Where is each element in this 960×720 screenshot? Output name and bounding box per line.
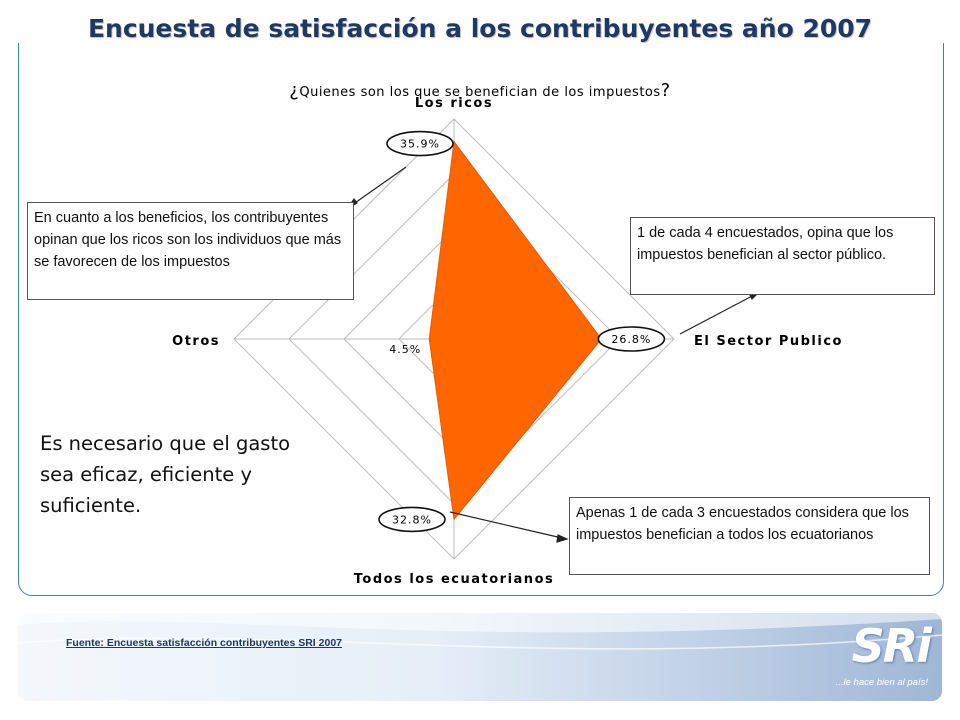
source-note: Fuente: Encuesta satisfacción contribuyentes SRI 2007 xyxy=(66,637,343,649)
logo-tagline: ...le hace bien al país! xyxy=(835,677,928,688)
conclusion-note: Es necesario que el gasto sea eficaz, eficiente y suficiente. xyxy=(40,432,291,517)
callout-sector-publico: 1 de cada 4 encuestados, opina que los impuestos benefician al sector público. xyxy=(630,217,935,295)
data-label-todos: 32.8% xyxy=(392,513,432,527)
callout-ricos: En cuanto a los beneficios, los contribuyentes opinan que los ricos son los individuos que más se favorecen de los impuestos xyxy=(27,202,354,300)
page-title: Encuesta de satisfacción a los contribuyentes año 2007 xyxy=(0,14,960,43)
callout-todos: Apenas 1 de cada 3 encuestados considera que los impuestos benefician a todos los ecuatorianos xyxy=(569,497,930,575)
arrowhead xyxy=(557,535,567,542)
footer-band xyxy=(18,613,942,701)
chart-title: ¿Quienes son los que se benefician de los impuestos? xyxy=(289,80,671,101)
category-label-sector-publico: El Sector Publico xyxy=(694,334,843,349)
series-area xyxy=(429,142,601,520)
category-label-todos: Todos los ecuatorianos xyxy=(353,572,555,587)
data-label-sector-publico: 26.8% xyxy=(611,333,652,346)
sri-logo: SRi xyxy=(851,619,930,673)
category-label-otros: Otros xyxy=(172,334,220,349)
data-label-otros: 4.5% xyxy=(389,343,422,356)
category-label-los-ricos: Los ricos xyxy=(414,96,494,111)
arrow-ricos xyxy=(352,167,406,205)
data-label-los-ricos: 35.9% xyxy=(400,137,440,151)
footer-wave xyxy=(18,613,942,701)
arrow-todos xyxy=(450,512,562,538)
arrow-sector xyxy=(680,295,754,334)
